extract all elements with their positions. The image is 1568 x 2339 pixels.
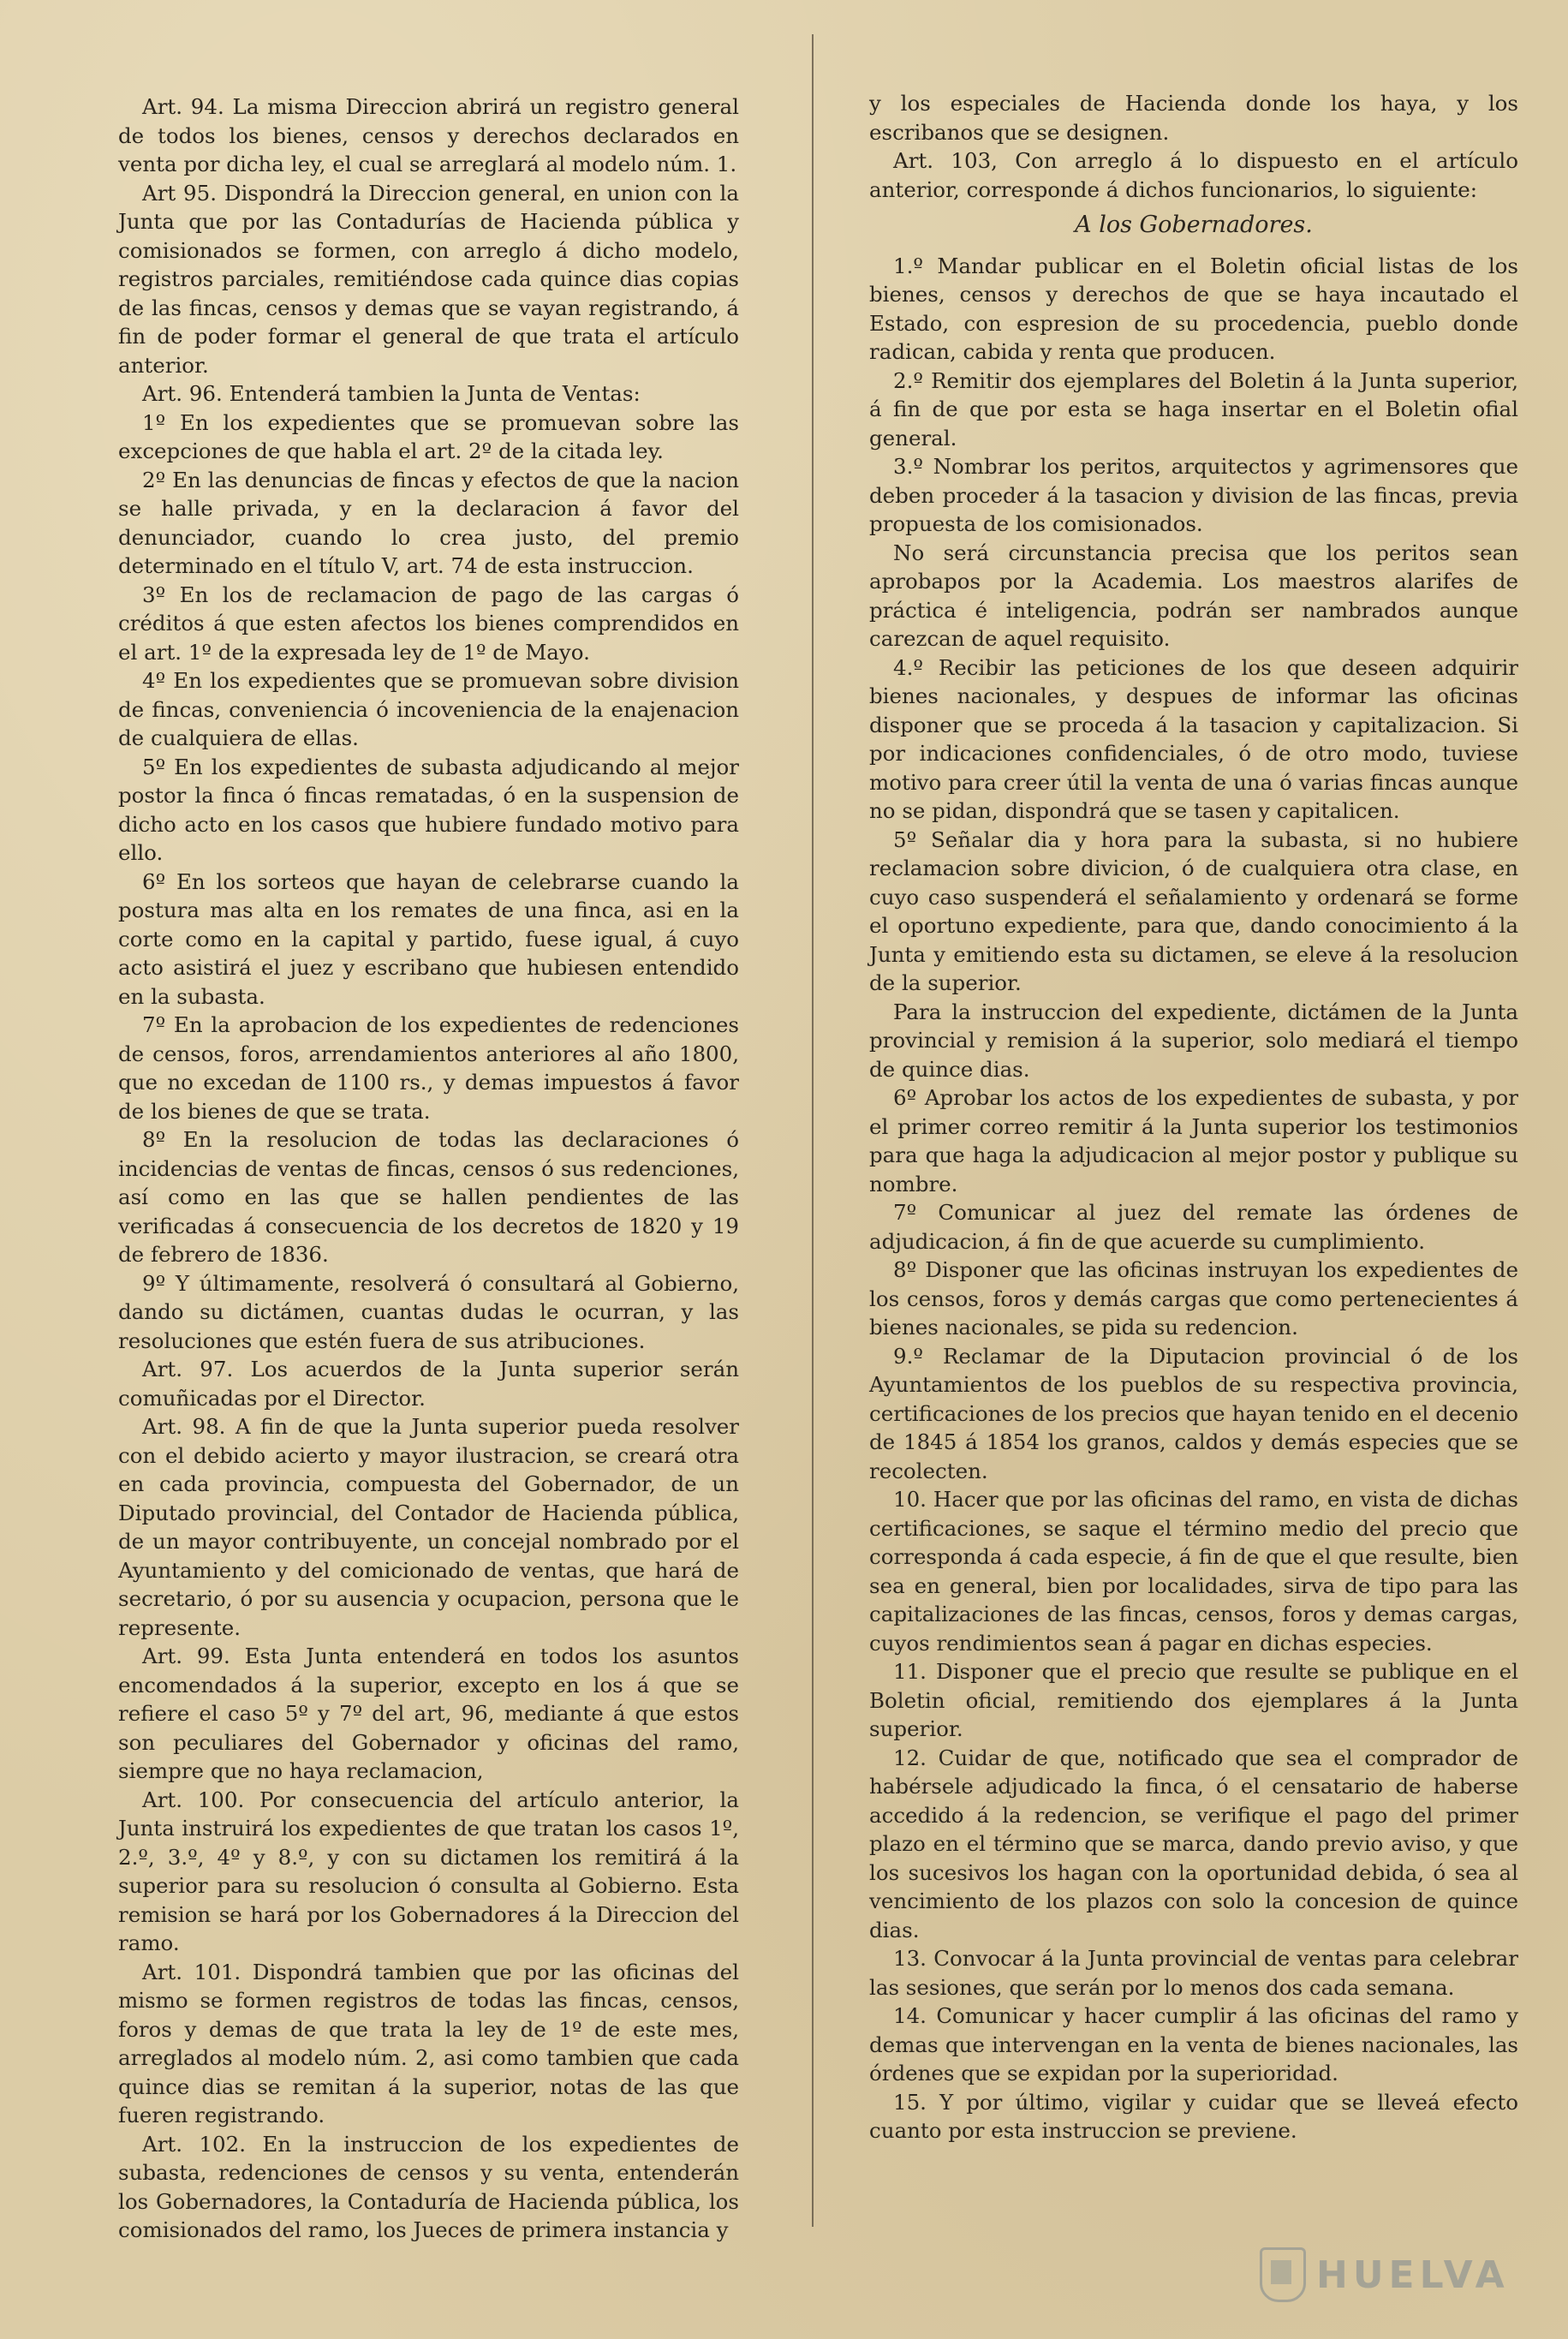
article-102-continued: y los especiales de Hacienda donde los haya, y los escribanos que se designen.: [869, 91, 1518, 145]
gobernadores-item-4: 4.º Recibir las peticiones de los que deseen adquirir bienes nacionales, y despues de informar las oficinas disponer que se proceda á la tasacion y capitalizacion. Si por indicaciones confidenciales, ó de otro modo, tuviese motivo para creer útil la venta de una ó varias fincas aunque no se pidan, dispondrá que se tasen y capitalicen.: [869, 654, 1518, 823]
gobernadores-item-10: 10. Hacer que por las oficinas del ramo, en vista de dichas certificaciones, se saque el término medio del precio que corresponda á cada especie, á fin de que el que resulte, bien sea en general, bien por localidades, sirva de tipo para las capitalizaciones de las fincas, censos, foros y demas cargas, cuyos rendimientos sean á pagar en dichas especies.: [869, 1487, 1518, 1656]
gobernadores-item-1: 1.º Mandar publicar en el Boletin oficial listas de los bienes, censos y derechos de que se haya incautado el Estado, con espresion de su procedencia, pueblo donde radican, cabida y renta que producen.: [869, 253, 1518, 364]
archive-watermark: [1260, 2245, 1517, 2305]
gobernadores-item-2: 2.º Remitir dos ejemplares del Boletin á la Junta superior, á fin de que por esta se haga insertar en el Boletin ofial general.: [869, 367, 1518, 450]
gobernadores-item-14: 14. Comunicar y hacer cumplir á las oficinas del ramo y demas que intervengan en la venta de bienes nacionales, las órdenes que se expidan por la superioridad.: [869, 2003, 1518, 2085]
gobernadores-item-3: 3.º Nombrar los peritos, arquitectos y agrimensores que deben proceder á la tasacion y division de las fincas, previa propuesta de los comisionados.: [869, 454, 1518, 536]
article-96-item-1: 1º En los expedientes que se promuevan sobre las excepciones de que habla el art. 2º de la citada ley.: [118, 409, 739, 463]
article-96-item-5: 5º En los expedientes de subasta adjudicando al mejor postor la finca ó fincas rematadas, ó en la suspension de dicho acto en los casos que hubiere fundado motivo para ello.: [118, 754, 739, 865]
article-99: Art. 99. Esta Junta entenderá en todos los asuntos encomendados á la superior, excepto en los á que se refiere el caso 5º y 7º del art, 96, mediante á que estos son peculiares del Gobernador y oficinas del ramo, siempre que no haya reclamacion,: [118, 1644, 739, 1783]
article-96-item-3: 3º En los de reclamacion de pago de las cargas ó créditos á que esten afectos los bienes comprendidos en el art. 1º de la expresada ley de 1º de Mayo.: [118, 582, 739, 665]
gobernadores-item-7: 7º Comunicar al juez del remate las órdenes de adjudicacion, á fin de que acuerde su cumplimiento.: [869, 1200, 1518, 1254]
gobernadores-item-15: 15. Y por último, vigilar y cuidar que se lleveá efecto cuanto por esta instruccion se previene.: [869, 2089, 1518, 2143]
left-column: [118, 92, 739, 2245]
article-96-item-7: 7º En la aprobacion de los expedientes de redenciones de censos, foros, arrendamientos anteriores al año 1800, que no excedan de 1100 rs., y demas impuestos á favor de los bienes de que se trata.: [118, 1012, 739, 1124]
article-97: Art. 97. Los acuerdos de la Junta superior serán comuñicadas por el Director.: [118, 1357, 739, 1411]
gobernadores-item-9: 9.º Reclamar de la Diputacion provincial ó de los Ayuntamientos de los pueblos de su respectiva provincia, certificaciones de los precios que hayan tenido en el decenio de 1845 á 1854 los granos, caldos y demás especies que se recolecten.: [869, 1343, 1518, 1483]
gobernadores-item-5: 5º Señalar dia y hora para la subasta, si no hubiere reclamacion sobre divicion, ó de cualquiera otra clase, en cuyo caso suspenderá el señalamiento y ordenará se forme el oportuno expediente, para que, dando conocimiento á la Junta y emitiendo esta su dictamen, se eleve á la resolucion de la superior.: [869, 826, 1518, 995]
article-96-item-9: 9º Y últimamente, resolverá ó consultará al Gobierno, dando su dictámen, cuantas dudas le ocurran, y las resoluciones que estén fuera de sus atribuciones.: [118, 1270, 739, 1353]
gobernadores-note-plazo: Para la instruccion del expediente, dictámen de la Junta provincial y remision á la superior, solo mediará el tiempo de quince dias.: [869, 999, 1518, 1082]
gobernadores-item-13: 13. Convocar á la Junta provincial de ventas para celebrar las sesiones, que serán por lo menos dos cada semana.: [869, 1946, 1518, 2000]
article-96-item-2: 2º En las denuncias de fincas y efectos de que la nacion se halle privada, y en la declaracion á favor del denunciador, cuando lo crea justo, del premio determinado en el título V, art. 74 de esta instruccion.: [118, 467, 739, 578]
gobernadores-item-11: 11. Disponer que el precio que resulte se publique en el Boletin oficial, remitiendo dos ejemplares á la Junta superior.: [869, 1659, 1518, 1741]
article-96-item-8: 8º En la resolucion de todas las declaraciones ó incidencias de ventas de fincas, censos ó sus redenciones, así como en las que se hallen pendientes de las verificadas á consecuencia de los decretos de 1820 y 19 de febrero de 1836.: [118, 1127, 739, 1267]
right-column: [869, 89, 1518, 2145]
section-heading-gobernadores: A los Gobernadores.: [1075, 212, 1313, 238]
archive-shield-icon: [1260, 2247, 1306, 2302]
article-94: Art. 94. La misma Direccion abrirá un registro general de todos los bienes, censos y derechos declarados en venta por dicha ley, el cual se arreglará al modelo núm. 1.: [118, 94, 739, 176]
article-100: Art. 100. Por consecuencia del artículo anterior, la Junta instruirá los expedientes de que tratan los casos 1º, 2.º, 3.º, 4º y 8.º, y con su dictamen los remitirá á la superior para su resolucion ó consulta al Gobierno. Esta remision se hará por los Gobernadores á la Direccion del ramo.: [118, 1787, 739, 1955]
article-101: Art. 101. Dispondrá tambien que por las oficinas del mismo se formen registros de todas las fincas, censos, foros y demas de que trata la ley de 1º de este mes, arreglados al modelo núm. 2, asi como tambien que cada quince dias se remitan á la superior, notas de las que fueren registrando.: [118, 1959, 739, 2127]
article-96: Art. 96. Entenderá tambien la Junta de Ventas:: [142, 381, 641, 406]
gobernadores-item-12: 12. Cuidar de que, notificado que sea el comprador de habérsele adjudicado la finca, ó el censatario de haberse accedido á la redencion, se verifique el pago del primer plazo en el término que se marca, dando previo aviso, y que los sucesivos los hagan con la oportunidad debida, ó sea al vencimiento de los plazos con solo la concesion de quince dias.: [869, 1745, 1518, 1942]
article-95: Art 95. Dispondrá la Direccion general, en union con la Junta que por las Contadurías de Hacienda pública y comisionados se formen, con arreglo á dicho modelo, registros parciales, remitiéndose cada quince dias copias de las fincas, censos y demas que se vayan registrando, á fin de poder formar el general de que trata el artículo anterior.: [118, 180, 739, 378]
gobernadores-note-peritos: No será circunstancia precisa que los peritos sean aprobapos por la Academia. Los maestros alarifes de práctica é inteligencia, podrán ser nambrados aunque carezcan de aquel requisito.: [869, 540, 1518, 651]
watermark-text: HUELVA: [1316, 2252, 1510, 2297]
gobernadores-item-6: 6º Aprobar los actos de los expedientes de subasta, y por el primer correo remitir á la Junta superior los testimonios para que haga la adjudicacion al mejor postor y publique su nombre.: [869, 1085, 1518, 1196]
column-divider: [812, 34, 814, 2227]
article-98: Art. 98. A fin de que la Junta superior pueda resolver con el debido acierto y mayor ilustracion, se creará otra en cada provincia, compuesta del Gobernador, de un Diputado provincial, del Contador de Hacienda pública, de un mayor contribuyente, un concejal nombrado por el Ayuntamiento y del comicionado de ventas, que hará de secretario, ó por su ausencia y ocupacion, persona que le represente.: [118, 1414, 739, 1640]
article-96-item-4: 4º En los expedientes que se promuevan sobre division de fincas, conveniencia ó incoveniencia de la enajenacion de cualquiera de ellas.: [118, 668, 739, 750]
gobernadores-item-8: 8º Disponer que las oficinas instruyan los expedientes de los censos, foros y demás cargas que como pertenecientes á bienes nacionales, se pida su redencion.: [869, 1257, 1518, 1340]
article-96-item-6: 6º En los sorteos que hayan de celebrarse cuando la postura mas alta en los remates de una finca, asi en la corte como en la capital y partido, fuese igual, á cuyo acto asistirá el juez y escribano que hubiesen entendido en la subasta.: [118, 868, 739, 1009]
article-103: Art. 103, Con arreglo á lo dispuesto en el artículo anterior, corresponde á dichos funcionarios, lo siguiente:: [869, 148, 1518, 202]
article-102: Art. 102. En la instruccion de los expedientes de subasta, redenciones de censos y su venta, entenderán los Gobernadores, la Contaduría de Hacienda pública, los comisionados del ramo, los Jueces de primera instancia y: [118, 2131, 739, 2242]
